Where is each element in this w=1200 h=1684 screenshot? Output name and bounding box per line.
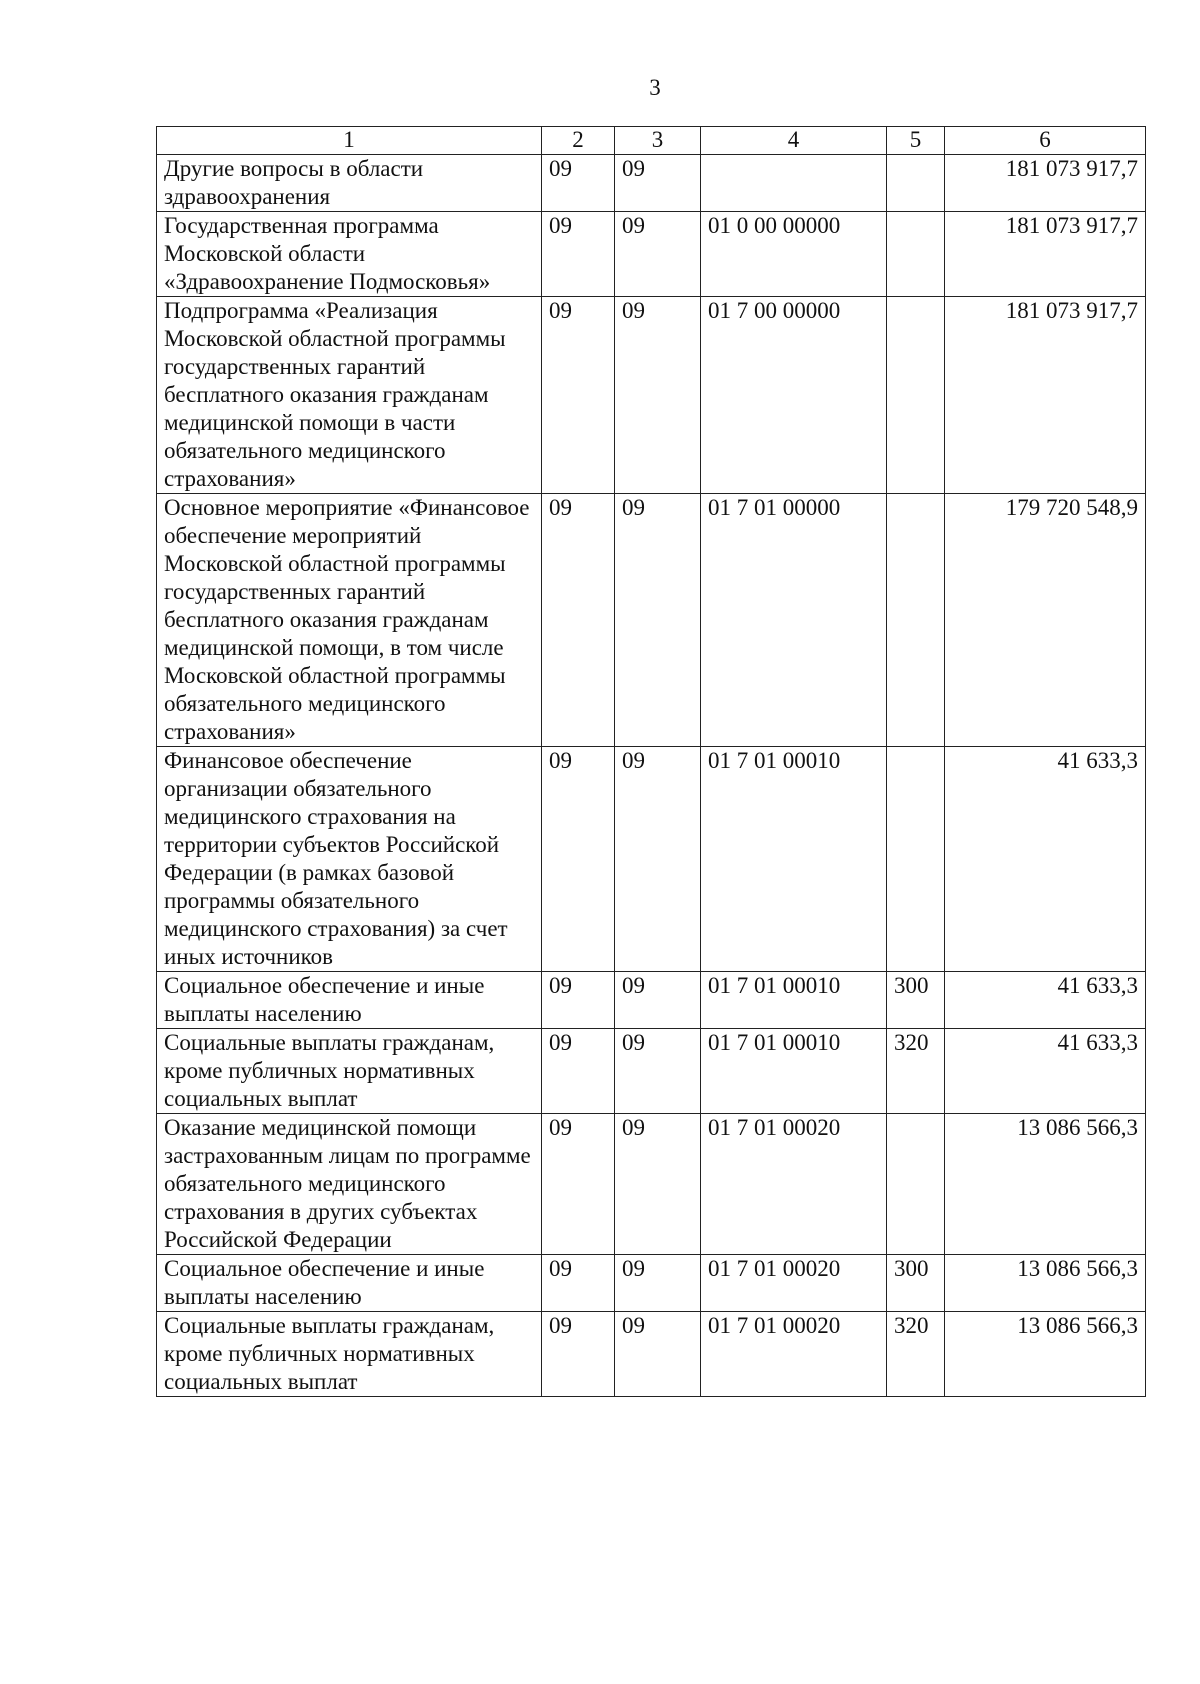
row-name: Социальные выплаты гражданам, кроме публичных нормативных социальных выплат (157, 1029, 542, 1114)
row-name: Оказание медицинской помощи застрахованным лицам по программе обязательного медицинского страхования в других субъектах Российской Федерации (157, 1114, 542, 1255)
row-amount: 13 086 566,3 (945, 1255, 1146, 1312)
row-name: Социальные выплаты гражданам, кроме публичных нормативных социальных выплат (157, 1312, 542, 1397)
row-amount: 181 073 917,7 (945, 212, 1146, 297)
row-target-article: 01 0 00 00000 (701, 212, 887, 297)
row-target-article (701, 155, 887, 212)
row-amount: 179 720 548,9 (945, 494, 1146, 747)
table-row (157, 747, 1146, 972)
table-row (157, 494, 1146, 747)
row-target-article: 01 7 01 00020 (701, 1255, 887, 1312)
row-target-article: 01 7 00 00000 (701, 297, 887, 494)
row-section: 09 (542, 747, 615, 972)
table-row (157, 1312, 1146, 1397)
row-amount: 13 086 566,3 (945, 1312, 1146, 1397)
row-subsection: 09 (615, 1312, 701, 1397)
row-section: 09 (542, 1114, 615, 1255)
row-expense-type (887, 747, 945, 972)
row-expense-type (887, 494, 945, 747)
row-section: 09 (542, 297, 615, 494)
row-name: Основное мероприятие «Финансовое обеспечение мероприятий Московской областной программы государственных гарантий бесплатного оказания гражданам медицинской помощи, в том числе Московской областной программы обязательного медицинского страхования» (157, 494, 542, 747)
table-row (157, 972, 1146, 1029)
row-name: Социальное обеспечение и иные выплаты населению (157, 1255, 542, 1312)
row-subsection: 09 (615, 155, 701, 212)
column-header-4: 4 (701, 127, 887, 155)
row-subsection: 09 (615, 212, 701, 297)
row-section: 09 (542, 1312, 615, 1397)
page-number: 3 (649, 75, 661, 100)
table-row (157, 1255, 1146, 1312)
column-header-6: 6 (945, 127, 1146, 155)
row-amount: 41 633,3 (945, 1029, 1146, 1114)
row-subsection: 09 (615, 1029, 701, 1114)
column-header-2: 2 (542, 127, 615, 155)
column-header-3: 3 (615, 127, 701, 155)
row-section: 09 (542, 1255, 615, 1312)
row-section: 09 (542, 155, 615, 212)
row-section: 09 (542, 494, 615, 747)
row-name: Другие вопросы в области здравоохранения (157, 155, 542, 212)
table-header (157, 127, 1146, 155)
row-section: 09 (542, 1029, 615, 1114)
row-subsection: 09 (615, 1114, 701, 1255)
header-row (157, 127, 1146, 155)
row-expense-type (887, 297, 945, 494)
table-row (157, 297, 1146, 494)
row-expense-type: 320 (887, 1312, 945, 1397)
table-body (157, 155, 1146, 1397)
row-amount: 41 633,3 (945, 972, 1146, 1029)
row-target-article: 01 7 01 00010 (701, 972, 887, 1029)
row-name: Социальное обеспечение и иные выплаты населению (157, 972, 542, 1029)
row-expense-type: 320 (887, 1029, 945, 1114)
row-amount: 41 633,3 (945, 747, 1146, 972)
row-name: Подпрограмма «Реализация Московской областной программы государственных гарантий бесплатного оказания гражданам медицинской помощи в части обязательного медицинского страхования» (157, 297, 542, 494)
row-expense-type (887, 212, 945, 297)
row-amount: 181 073 917,7 (945, 155, 1146, 212)
row-subsection: 09 (615, 972, 701, 1029)
row-subsection: 09 (615, 297, 701, 494)
row-section: 09 (542, 212, 615, 297)
table-row (157, 1029, 1146, 1114)
row-subsection: 09 (615, 747, 701, 972)
row-target-article: 01 7 01 00020 (701, 1114, 887, 1255)
column-header-5: 5 (887, 127, 945, 155)
row-expense-type: 300 (887, 972, 945, 1029)
row-expense-type (887, 155, 945, 212)
row-name: Государственная программа Московской области «Здравоохранение Подмосковья» (157, 212, 542, 297)
row-subsection: 09 (615, 1255, 701, 1312)
row-section: 09 (542, 972, 615, 1029)
row-target-article: 01 7 01 00010 (701, 1029, 887, 1114)
table-row (157, 1114, 1146, 1255)
budget-table (156, 126, 1146, 1397)
row-target-article: 01 7 01 00000 (701, 494, 887, 747)
row-expense-type: 300 (887, 1255, 945, 1312)
row-subsection: 09 (615, 494, 701, 747)
row-target-article: 01 7 01 00010 (701, 747, 887, 972)
row-amount: 181 073 917,7 (945, 297, 1146, 494)
row-target-article: 01 7 01 00020 (701, 1312, 887, 1397)
row-amount: 13 086 566,3 (945, 1114, 1146, 1255)
row-name: Финансовое обеспечение организации обязательного медицинского страхования на территории субъектов Российской Федерации (в рамках базовой программы обязательного медицинского страхования) за счет иных источников (157, 747, 542, 972)
column-header-1: 1 (157, 127, 542, 155)
table-row (157, 155, 1146, 212)
table-row (157, 212, 1146, 297)
row-expense-type (887, 1114, 945, 1255)
